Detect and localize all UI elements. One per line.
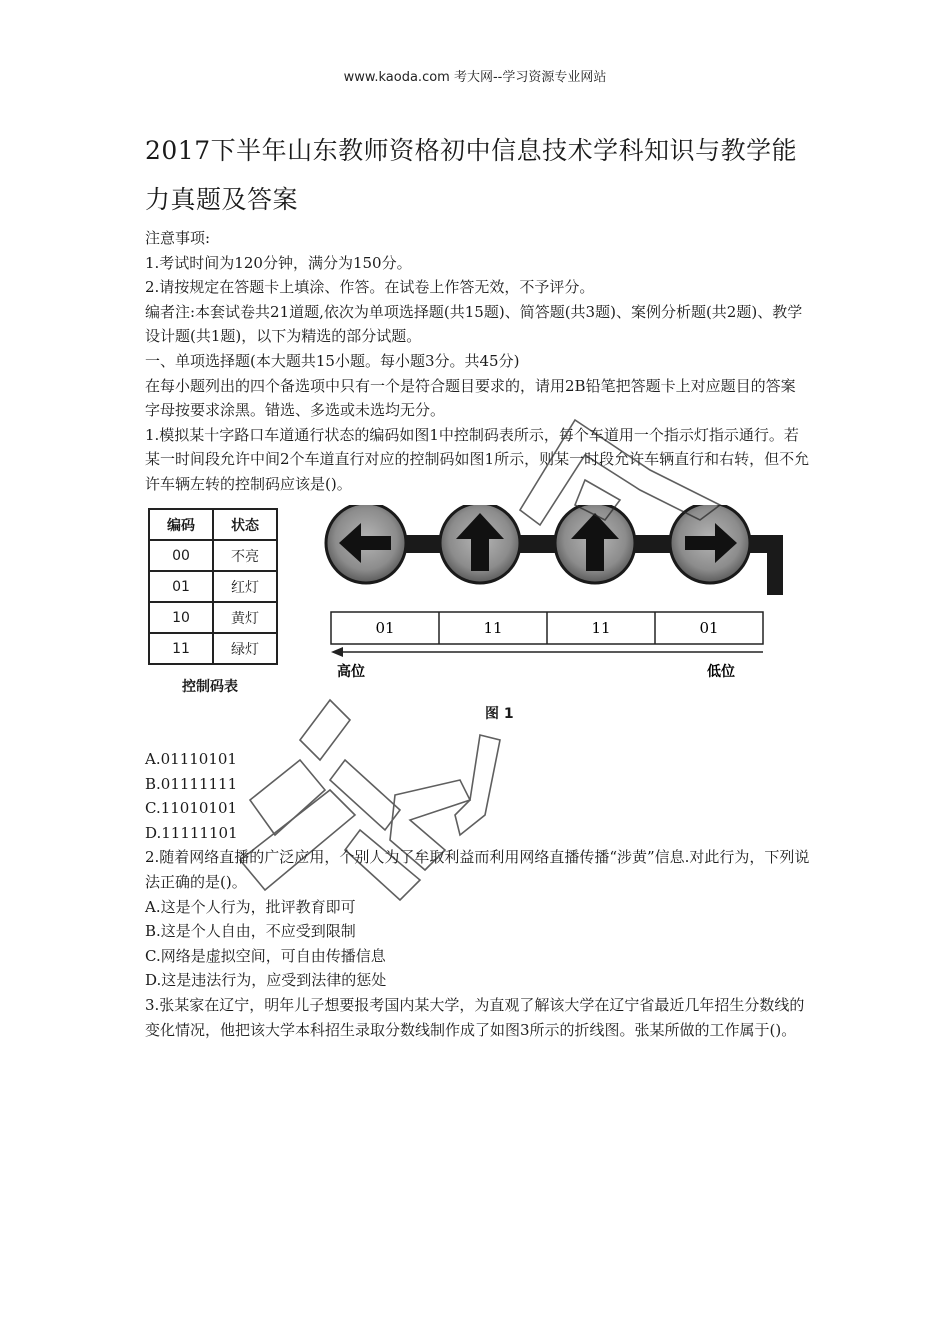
- table-cell-status: 不亮: [213, 540, 277, 571]
- page-title-line1: 2017下半年山东教师资格初中信息技术学科知识与教学能: [145, 136, 798, 165]
- code-cell: 01: [375, 619, 395, 637]
- q2-option-a: A.这是个人行为，批评教育即可: [145, 897, 356, 916]
- table-header-status: 状态: [213, 509, 277, 540]
- q1-option-c: C.11010101: [145, 799, 238, 818]
- editor-note: 编者注:本套试卷共21道题,依次为单项选择题(共15题)、简答题(共3题)、案例分析题(共2题)、教学设计题(共1题)，以下为精选的部分试题。: [145, 302, 803, 346]
- q2-option-c: C.网络是虚拟空间，可自由传播信息: [145, 946, 386, 965]
- table-row: [149, 633, 277, 664]
- bit-order-arrowhead-icon: [331, 647, 343, 657]
- traffic-light-diagram: [323, 505, 803, 705]
- table-cell-status: 红灯: [213, 571, 277, 602]
- site-header: www.kaoda.com 考大网--学习资源专业网站: [343, 70, 607, 85]
- q2-option-b: B.这是个人自由，不应受到限制: [145, 922, 356, 941]
- section-instruction: 在每小题列出的四个备选项中只有一个是符合题目要求的，请用2B铅笔把答题卡上对应题目的答案字母按要求涂黑。错选、多选或未选均无分。: [145, 376, 796, 420]
- code-cell: 01: [699, 619, 719, 637]
- high-bit-label: 高位: [337, 664, 365, 680]
- notes-block: [145, 226, 810, 497]
- code-cell: 11: [591, 619, 611, 637]
- section-heading: 一、单项选择题(本大题共15小题。每小题3分。共45分): [145, 351, 520, 370]
- table-cell-status: 绿灯: [213, 633, 277, 664]
- figure-caption: 图 1: [485, 706, 514, 722]
- table-row: [149, 602, 277, 633]
- light-2: [440, 505, 520, 583]
- table-row: [149, 540, 277, 571]
- code-cell: 11: [483, 619, 503, 637]
- q1-option-d: D.11111101: [145, 823, 238, 842]
- table-header-code: 编码: [149, 509, 213, 540]
- q1-option-b: B.01111111: [145, 774, 238, 793]
- light-3: [555, 505, 635, 583]
- notes-item-2: 2.请按规定在答题卡上填涂、作答。在试卷上作答无效，不予评分。: [145, 278, 595, 297]
- table-cell-code: 00: [149, 540, 213, 571]
- table-row: [149, 571, 277, 602]
- question-2-stem: 2.随着网络直播的广泛应用，个别人为了牟取利益而利用网络直播传播“涉黄”信息.对此行为，下列说法正确的是()。: [145, 848, 810, 891]
- low-bit-label: 低位: [707, 664, 735, 680]
- light-1: [326, 505, 406, 583]
- question-1-stem: 1.模拟某十字路口车道通行状态的编码如图1中控制码表所示，每个车道用一个指示灯指示通行。若某一时间段允许中间2个车道直行对应的控制码如图1所示，则某一时段允许车辆直行和右转，但不允许车辆左转的控制码应该是()。: [145, 425, 810, 493]
- q2-option-d: D.这是违法行为，应受到法律的惩处: [145, 971, 387, 990]
- light-4: [670, 505, 750, 583]
- notes-item-1: 1.考试时间为120分钟，满分为150分。: [145, 253, 412, 272]
- table-caption: 控制码表: [182, 679, 238, 695]
- table-cell-code: 10: [149, 602, 213, 633]
- light-bar-hook: [767, 535, 783, 595]
- figure-1: [145, 505, 810, 730]
- table-cell-code: 01: [149, 571, 213, 602]
- table-header-row: [149, 509, 277, 540]
- question-3-stem: 3.张某家在辽宁，明年儿子想要报考国内某大学，为直观了解该大学在辽宁省最近几年招生分数线的变化情况，他把该大学本科招生录取分数线制作成了如图3所示的折线图。张某所做的工作属于()。: [145, 995, 805, 1039]
- control-code-table: [148, 508, 278, 665]
- questions-block: [145, 747, 810, 1042]
- table-cell-status: 黄灯: [213, 602, 277, 633]
- q1-option-a: A.01110101: [145, 750, 237, 768]
- table-cell-code: 11: [149, 633, 213, 664]
- page-title-line2: 力真题及答案: [145, 185, 299, 214]
- notes-heading: 注意事项:: [145, 229, 211, 247]
